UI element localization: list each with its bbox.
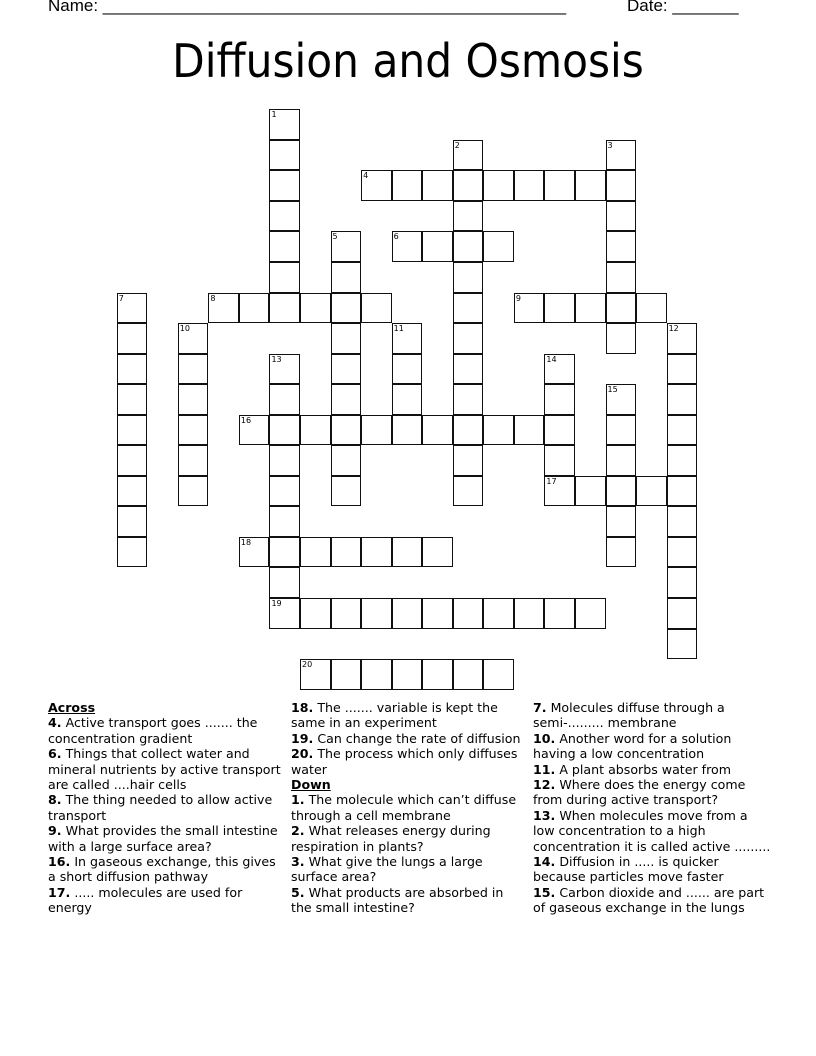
clue-number: 6.	[48, 746, 62, 762]
grid-cell[interactable]	[606, 476, 637, 507]
grid-cell[interactable]	[117, 506, 148, 537]
clue-number-label: 5	[332, 232, 338, 242]
clue-column-1	[48, 700, 283, 916]
grid-cell[interactable]	[269, 354, 300, 385]
grid-cell[interactable]	[117, 384, 148, 415]
grid-cell[interactable]	[544, 354, 575, 385]
clue-across-16	[48, 854, 283, 885]
clue-down-2	[291, 823, 526, 854]
grid-cell[interactable]	[606, 170, 637, 201]
clue-down-10	[533, 731, 773, 762]
clue-text: The process which only diffuses water	[291, 746, 518, 777]
grid-cell[interactable]	[453, 384, 484, 415]
grid-cell[interactable]	[178, 323, 209, 354]
grid-cell[interactable]	[331, 231, 362, 262]
grid-cell[interactable]	[178, 384, 209, 415]
grid-cell[interactable]	[331, 476, 362, 507]
grid-cell[interactable]	[178, 415, 209, 446]
clue-down-13	[533, 808, 773, 854]
clue-number: 20.	[291, 746, 314, 762]
clue-text: What provides the small intestine with a large surface area?	[48, 823, 278, 854]
grid-cell[interactable]	[331, 354, 362, 385]
grid-cell[interactable]	[361, 170, 392, 201]
grid-cell[interactable]	[483, 415, 514, 446]
grid-cell[interactable]	[667, 629, 698, 660]
clue-number-label: 8	[210, 293, 216, 303]
clue-number-label: 11	[393, 324, 404, 334]
clue-text: In gaseous exchange, this gives a short diffusion pathway	[48, 854, 276, 885]
clue-text: A plant absorbs water from	[555, 761, 731, 777]
clue-number-label: 18	[240, 537, 252, 547]
clue-number-label: 15	[607, 385, 618, 395]
grid-cell[interactable]	[392, 170, 423, 201]
grid-cell[interactable]	[422, 415, 453, 446]
grid-cell[interactable]	[453, 476, 484, 507]
clue-number-label: 20	[302, 660, 313, 670]
clue-number-label: 16	[240, 415, 252, 425]
grid-cell[interactable]	[453, 598, 484, 629]
grid-cell[interactable]	[392, 384, 423, 415]
clue-number-label: 17	[546, 476, 557, 486]
grid-cell[interactable]	[483, 231, 514, 262]
grid-cell[interactable]	[331, 659, 362, 690]
grid-cell[interactable]	[606, 201, 637, 232]
clue-text: Where does the energy come from during active transport?	[533, 777, 746, 808]
grid-cell[interactable]	[544, 445, 575, 476]
clue-text: ..... molecules are used for energy	[48, 884, 243, 916]
grid-cell[interactable]	[422, 537, 453, 568]
grid-cell[interactable]	[667, 598, 698, 629]
grid-cell[interactable]	[269, 506, 300, 537]
grid-cell[interactable]	[300, 293, 331, 324]
grid-cell[interactable]	[667, 445, 698, 476]
grid-cell[interactable]	[117, 445, 148, 476]
grid-cell[interactable]	[667, 476, 698, 507]
grid-cell[interactable]	[392, 323, 423, 354]
grid-cell[interactable]	[178, 476, 209, 507]
clue-number: 18.	[291, 700, 314, 715]
clue-number-label: 3	[607, 140, 613, 150]
clue-down-5	[291, 885, 526, 916]
grid-cell[interactable]	[361, 659, 392, 690]
grid-cell[interactable]	[208, 293, 239, 324]
grid-cell[interactable]	[606, 384, 637, 415]
grid-cell[interactable]	[331, 445, 362, 476]
grid-cell[interactable]	[453, 445, 484, 476]
clue-down-11	[533, 762, 773, 777]
grid-cell[interactable]	[544, 170, 575, 201]
grid-cell[interactable]	[269, 384, 300, 415]
grid-cell[interactable]	[575, 170, 606, 201]
clue-across-9	[48, 823, 283, 854]
grid-cell[interactable]	[331, 384, 362, 415]
grid-cell[interactable]	[392, 598, 423, 629]
grid-cell[interactable]	[392, 231, 423, 262]
clue-down-7	[533, 700, 773, 731]
name-blank[interactable]: _________________________________________________	[98, 0, 567, 15]
grid-cell[interactable]	[392, 354, 423, 385]
grid-cell[interactable]	[606, 415, 637, 446]
grid-cell[interactable]	[575, 598, 606, 629]
clue-number: 3.	[291, 854, 305, 870]
grid-cell[interactable]	[361, 293, 392, 324]
grid-cell[interactable]	[269, 109, 300, 140]
grid-cell[interactable]	[178, 445, 209, 476]
grid-cell[interactable]	[453, 415, 484, 446]
grid-cell[interactable]	[331, 598, 362, 629]
clue-down-3	[291, 854, 526, 885]
clue-number-label: 12	[668, 324, 679, 334]
clue-number: 16.	[48, 854, 71, 870]
clue-number: 17.	[48, 884, 71, 900]
clue-text: Diffusion in ..... is quicker because particles move faster	[533, 854, 724, 885]
grid-cell[interactable]	[453, 354, 484, 385]
grid-cell[interactable]	[453, 293, 484, 324]
grid-cell[interactable]	[361, 537, 392, 568]
clue-text: The thing needed to allow active transport	[48, 792, 273, 823]
grid-cell[interactable]	[483, 170, 514, 201]
grid-cell[interactable]	[606, 140, 637, 171]
grid-cell[interactable]	[453, 170, 484, 201]
grid-cell[interactable]	[606, 262, 637, 293]
grid-cell[interactable]	[269, 415, 300, 446]
clue-number-label: 6	[393, 232, 399, 242]
clue-text: Another word for a solution having a low concentration	[533, 730, 732, 762]
grid-cell[interactable]	[514, 598, 545, 629]
clue-across-8	[48, 792, 283, 823]
grid-cell[interactable]	[392, 537, 423, 568]
grid-cell[interactable]	[606, 323, 637, 354]
clue-number-label: 10	[179, 324, 190, 334]
grid-cell[interactable]	[239, 415, 270, 446]
down-heading: Down	[291, 777, 331, 793]
grid-cell[interactable]	[331, 293, 362, 324]
grid-cell[interactable]	[544, 415, 575, 446]
grid-cell[interactable]	[269, 445, 300, 476]
grid-cell[interactable]	[392, 659, 423, 690]
grid-cell[interactable]	[606, 537, 637, 568]
grid-cell[interactable]	[606, 231, 637, 262]
across-heading: Across	[48, 700, 96, 715]
grid-cell[interactable]	[269, 170, 300, 201]
grid-cell[interactable]	[667, 354, 698, 385]
grid-cell[interactable]	[606, 293, 637, 324]
clue-number: 8.	[48, 792, 62, 808]
clue-text: The molecule which can’t diffuse through a cell membrane	[291, 792, 517, 823]
grid-cell[interactable]	[667, 537, 698, 568]
clue-across-17	[48, 885, 283, 916]
grid-cell[interactable]	[544, 293, 575, 324]
clue-number: 2.	[291, 823, 305, 839]
clue-number: 10.	[533, 730, 556, 746]
grid-cell[interactable]	[483, 659, 514, 690]
grid-cell[interactable]	[300, 537, 331, 568]
grid-cell[interactable]	[514, 170, 545, 201]
clue-text: Things that collect water and mineral nutrients by active transport are called ....hair cells	[48, 746, 281, 793]
clue-across-19	[291, 731, 526, 746]
clue-number-label: 19	[271, 599, 282, 608]
grid-cell[interactable]	[575, 293, 606, 324]
grid-cell[interactable]	[453, 262, 484, 293]
clue-down-1	[291, 792, 526, 823]
clue-across-6	[48, 746, 283, 792]
grid-cell[interactable]	[117, 354, 148, 385]
grid-cell[interactable]	[331, 323, 362, 354]
clue-across-18	[291, 700, 526, 731]
grid-cell[interactable]	[667, 323, 698, 354]
grid-cell[interactable]	[269, 567, 300, 598]
clue-number-label: 13	[271, 354, 282, 364]
grid-cell[interactable]	[117, 415, 148, 446]
grid-cell[interactable]	[575, 476, 606, 507]
grid-cell[interactable]	[361, 598, 392, 629]
grid-cell[interactable]	[300, 659, 331, 690]
date-label: Date:	[627, 0, 668, 15]
grid-cell[interactable]	[269, 231, 300, 262]
grid-cell[interactable]	[667, 384, 698, 415]
clue-column-2	[291, 700, 526, 916]
grid-cell[interactable]	[453, 323, 484, 354]
clue-number: 7.	[533, 700, 547, 715]
clue-text: Can change the rate of diffusion	[313, 730, 521, 746]
grid-cell[interactable]	[667, 415, 698, 446]
grid-cell[interactable]	[331, 537, 362, 568]
grid-cell[interactable]	[117, 537, 148, 568]
grid-cell[interactable]	[514, 415, 545, 446]
clue-number-label: 1	[271, 110, 277, 120]
clue-number-label: 2	[454, 140, 460, 150]
grid-cell[interactable]	[544, 476, 575, 507]
grid-cell[interactable]	[636, 476, 667, 507]
clue-number: 13.	[533, 807, 556, 823]
clue-number: 11.	[533, 761, 556, 777]
grid-cell[interactable]	[514, 293, 545, 324]
grid-cell[interactable]	[544, 598, 575, 629]
grid-cell[interactable]	[331, 262, 362, 293]
clue-text: The ....... variable is kept the same in an experiment	[291, 700, 498, 731]
clue-number-label: 4	[363, 171, 369, 181]
clue-number: 4.	[48, 715, 62, 731]
grid-cell[interactable]	[239, 293, 270, 324]
date-blank[interactable]: _______	[667, 0, 739, 15]
grid-cell[interactable]	[178, 354, 209, 385]
grid-cell[interactable]	[117, 476, 148, 507]
clue-number: 15.	[533, 884, 556, 900]
grid-cell[interactable]	[483, 598, 514, 629]
grid-cell[interactable]	[117, 293, 148, 324]
clue-down-14	[533, 854, 773, 885]
grid-cell[interactable]	[453, 140, 484, 171]
clue-number-label: 9	[515, 293, 521, 303]
grid-cell[interactable]	[636, 293, 667, 324]
grid-cell[interactable]	[269, 537, 300, 568]
grid-cell[interactable]	[331, 415, 362, 446]
clue-down-12	[533, 777, 773, 808]
clue-number-label: 7	[118, 293, 124, 303]
clue-text: Molecules diffuse through a semi-......... membrane	[533, 700, 725, 731]
grid-cell[interactable]	[453, 659, 484, 690]
grid-cell[interactable]	[300, 415, 331, 446]
clue-number: 9.	[48, 823, 62, 839]
grid-cell[interactable]	[606, 445, 637, 476]
grid-cell[interactable]	[544, 384, 575, 415]
page-title: Diffusion and Osmosis	[172, 34, 644, 88]
clue-text: What give the lungs a large surface area?	[291, 854, 483, 885]
grid-cell[interactable]	[269, 140, 300, 171]
grid-cell[interactable]	[269, 201, 300, 232]
clue-text: What products are absorbed in the small intestine?	[291, 884, 504, 916]
clue-text: Active transport goes ....... the concentration gradient	[48, 715, 258, 746]
grid-cell[interactable]	[422, 598, 453, 629]
grid-cell[interactable]	[422, 659, 453, 690]
grid-cell[interactable]	[392, 415, 423, 446]
grid-cell[interactable]	[117, 323, 148, 354]
grid-cell[interactable]	[239, 537, 270, 568]
clue-across-20	[291, 746, 526, 777]
clue-number: 12.	[533, 777, 556, 793]
clue-number-label: 14	[546, 354, 557, 364]
clue-number: 14.	[533, 854, 556, 870]
grid-cell[interactable]	[269, 476, 300, 507]
clue-number: 19.	[291, 730, 314, 746]
clue-number: 1.	[291, 792, 305, 808]
name-label: Name:	[48, 0, 99, 15]
grid-cell[interactable]	[606, 506, 637, 537]
grid-cell[interactable]	[269, 262, 300, 293]
grid-cell[interactable]	[361, 415, 392, 446]
clue-text: Carbon dioxide and ...... are part of gaseous exchange in the lungs	[533, 884, 765, 916]
clue-number: 5.	[291, 884, 305, 900]
grid-cell[interactable]	[422, 170, 453, 201]
clue-text: What releases energy during respiration in plants?	[291, 823, 491, 854]
clue-column-3	[533, 700, 773, 916]
grid-cell[interactable]	[453, 201, 484, 232]
grid-cell[interactable]	[667, 506, 698, 537]
grid-cell[interactable]	[667, 567, 698, 598]
clue-across-4	[48, 715, 283, 746]
grid-cell[interactable]	[269, 598, 300, 629]
grid-cell[interactable]	[422, 231, 453, 262]
clue-down-15	[533, 885, 773, 916]
grid-cell[interactable]	[453, 231, 484, 262]
grid-cell[interactable]	[300, 598, 331, 629]
grid-cell[interactable]	[269, 293, 300, 324]
clue-text: When molecules move from a low concentration to a high concentration it is called active .........	[533, 807, 771, 854]
